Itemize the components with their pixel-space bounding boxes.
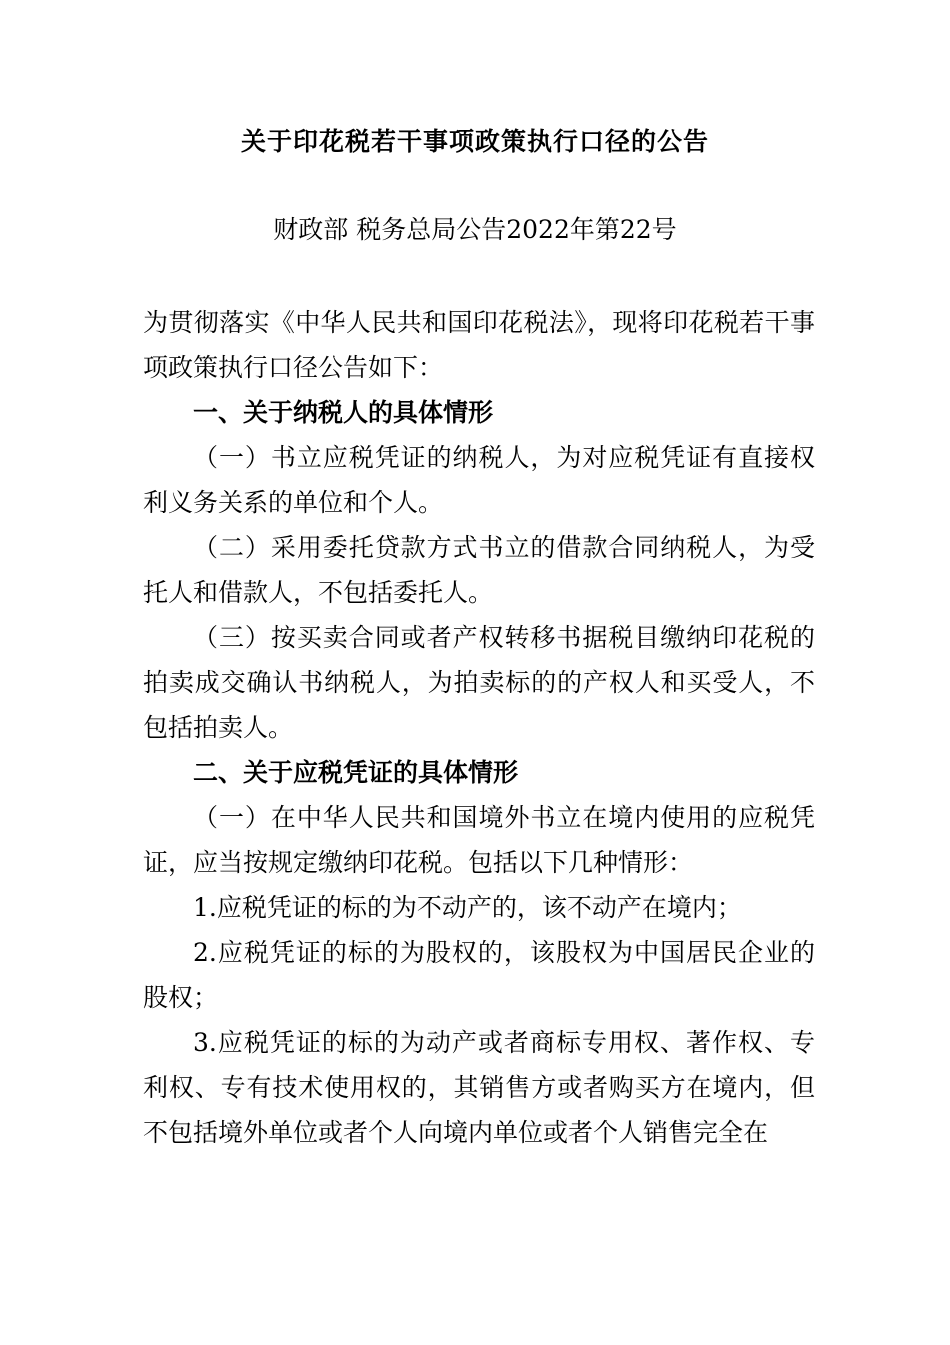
list-item: 3.应税凭证的标的为动产或者商标专用权、著作权、专利权、专有技术使用权的，其销售方或者购买方在境内，但不包括境外单位或者个人向境内单位或者个人销售完全在 (143, 1028, 815, 1147)
list-item: 2.应税凭证的标的为股权的，该股权为中国居民企业的股权； (143, 938, 815, 1012)
section-heading: 二、关于应税凭证的具体情形 (193, 758, 519, 787)
section-heading: 一、关于纳税人的具体情形 (193, 398, 494, 427)
document-body (143, 300, 815, 1155)
document-number: 财政部 税务总局公告2022年第22号 (273, 215, 677, 244)
document-title: 关于印花税若干事项政策执行口径的公告 (240, 127, 709, 156)
list-item: 1.应税凭证的标的为不动产的，该不动产在境内； (193, 893, 742, 922)
paragraph: 为贯彻落实《中华人民共和国印花税法》，现将印花税若干事项政策执行口径公告如下： (143, 308, 815, 382)
paragraph: （三）按买卖合同或者产权转移书据税目缴纳印花税的拍卖成交确认书纳税人，为拍卖标的的产权人和买受人，不包括拍卖人。 (143, 623, 815, 742)
paragraph: （二）采用委托贷款方式书立的借款合同纳税人，为受托人和借款人，不包括委托人。 (143, 533, 815, 607)
paragraph: （一）在中华人民共和国境外书立在境内使用的应税凭证，应当按规定缴纳印花税。包括以下几种情形： (143, 803, 815, 877)
paragraph: （一）书立应税凭证的纳税人，为对应税凭证有直接权利义务关系的单位和个人。 (143, 443, 815, 517)
